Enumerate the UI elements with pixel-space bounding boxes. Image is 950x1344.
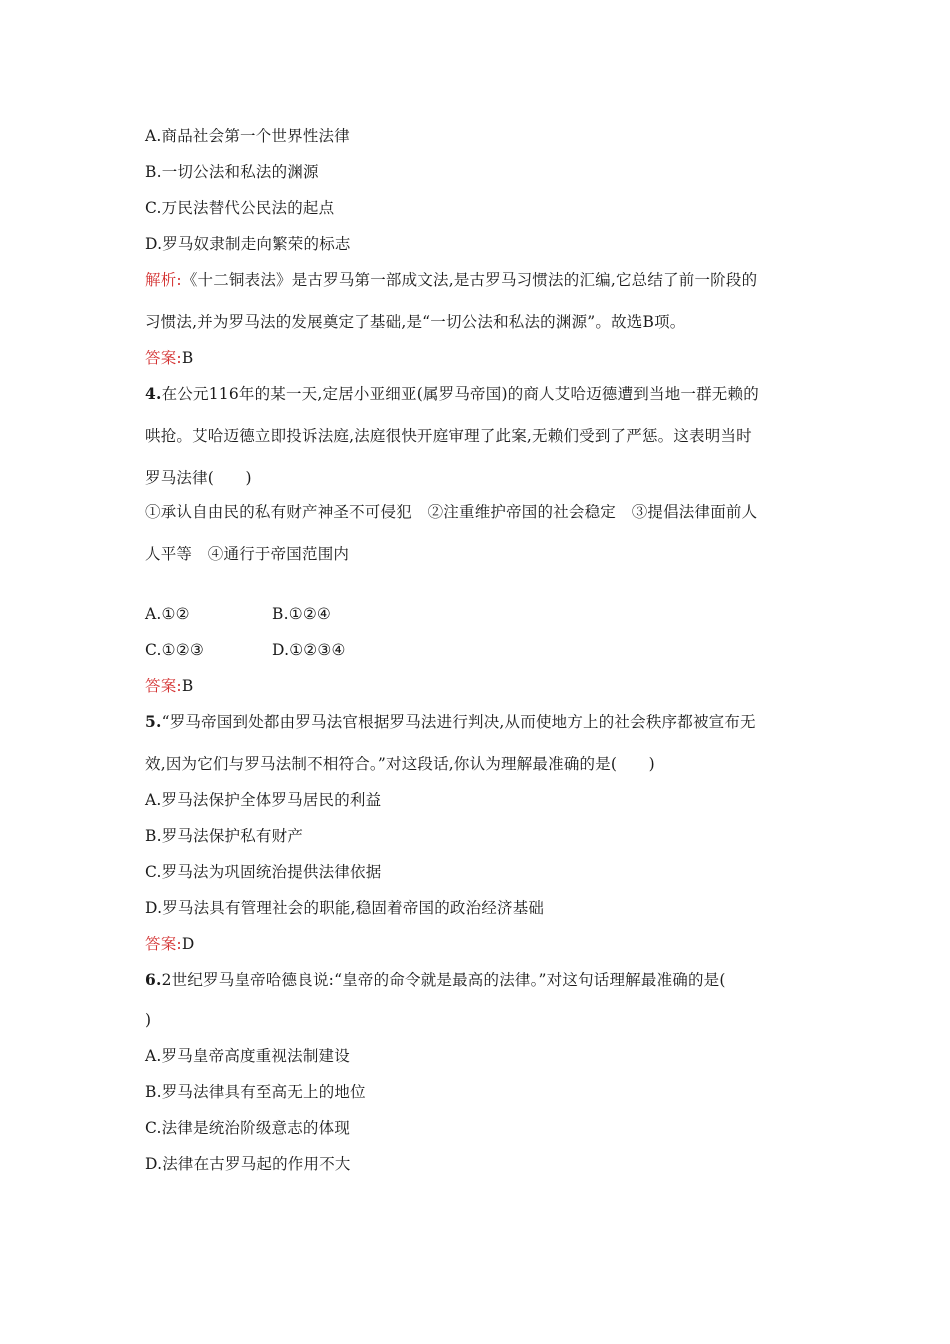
question-number: 6.: [145, 970, 162, 989]
analysis-text-line1: 《十二铜表法》是古罗马第一部成文法,是古罗马习惯法的汇编,它总结了前一阶段的: [181, 271, 758, 289]
q3-analysis: [145, 270, 757, 290]
q4-answer: [145, 676, 193, 696]
q6-option-d: D.法律在古罗马起的作用不大: [145, 1155, 351, 1173]
analysis-label: 解析:: [145, 271, 182, 289]
answer-value: D: [181, 935, 195, 953]
q4-stem-line1: 4.在公元116年的某一天,定居小亚细亚(属罗马帝国)的商人艾哈迈德遭到当地一群无赖的: [145, 384, 759, 403]
q3-option-c: C.万民法替代公民法的起点: [145, 199, 335, 217]
q6-option-b: B.罗马法律具有至高无上的地位: [145, 1083, 366, 1101]
q3-option-d: D.罗马奴隶制走向繁荣的标志: [145, 235, 351, 253]
q4-option-c: C.①②③: [145, 641, 204, 659]
analysis-text-line2: 习惯法,并为罗马法的发展奠定了基础,是“一切公法和私法的渊源”。故选B项。: [145, 313, 686, 331]
q4-items-line1: ①承认自由民的私有财产神圣不可侵犯 ②注重维护帝国的社会稳定 ③提倡法律面前人: [145, 503, 758, 521]
q4-options-row1: [145, 604, 190, 624]
q5-option-c: C.罗马法为巩固统治提供法律依据: [145, 863, 382, 881]
q4-option-a: A.①②: [145, 605, 190, 623]
answer-value: B: [181, 677, 194, 695]
q6-option-a: A.罗马皇帝高度重视法制建设: [145, 1047, 350, 1065]
q5-stem-line2: 效,因为它们与罗马法制不相符合。”对这段话,你认为理解最准确的是( ): [145, 755, 655, 773]
q4-option-b: B.①②④: [272, 605, 332, 623]
answer-value: B: [181, 349, 194, 367]
q3-option-b: B.一切公法和私法的渊源: [145, 163, 319, 181]
answer-label: 答案:: [145, 349, 182, 367]
q6-option-c: C.法律是统治阶级意志的体现: [145, 1119, 351, 1137]
answer-label: 答案:: [145, 677, 182, 695]
q5-option-a: A.罗马法保护全体罗马居民的利益: [145, 791, 382, 809]
q4-stem-line3: 罗马法律( ): [145, 469, 252, 487]
q6-stem-line1: 6.2世纪罗马皇帝哈德良说:“皇帝的命令就是最高的法律。”对这句话理解最准确的是(: [145, 970, 726, 989]
q6-stem-line2: ): [145, 1011, 152, 1029]
q3-option-a: A.商品社会第一个世界性法律: [145, 127, 350, 145]
q5-option-b: B.罗马法保护私有财产: [145, 827, 304, 845]
q4-items-line2: 人平等 ④通行于帝国范围内: [145, 545, 350, 563]
question-number: 4.: [145, 384, 162, 403]
q5-stem-line1: 5.“罗马帝国到处都由罗马法官根据罗马法进行判决,从而使地方上的社会秩序都被宣布无: [145, 712, 756, 731]
q5-answer: [145, 934, 194, 954]
q3-answer: [145, 348, 193, 368]
answer-label: 答案:: [145, 935, 182, 953]
question-number: 5.: [145, 712, 162, 731]
q5-option-d: D.罗马法具有管理社会的职能,稳固着帝国的政治经济基础: [145, 899, 545, 917]
q4-option-d: D.①②③④: [272, 641, 346, 659]
q4-stem-line2: 哄抢。艾哈迈德立即投诉法庭,法庭很快开庭审理了此案,无赖们受到了严惩。这表明当时: [145, 427, 752, 445]
